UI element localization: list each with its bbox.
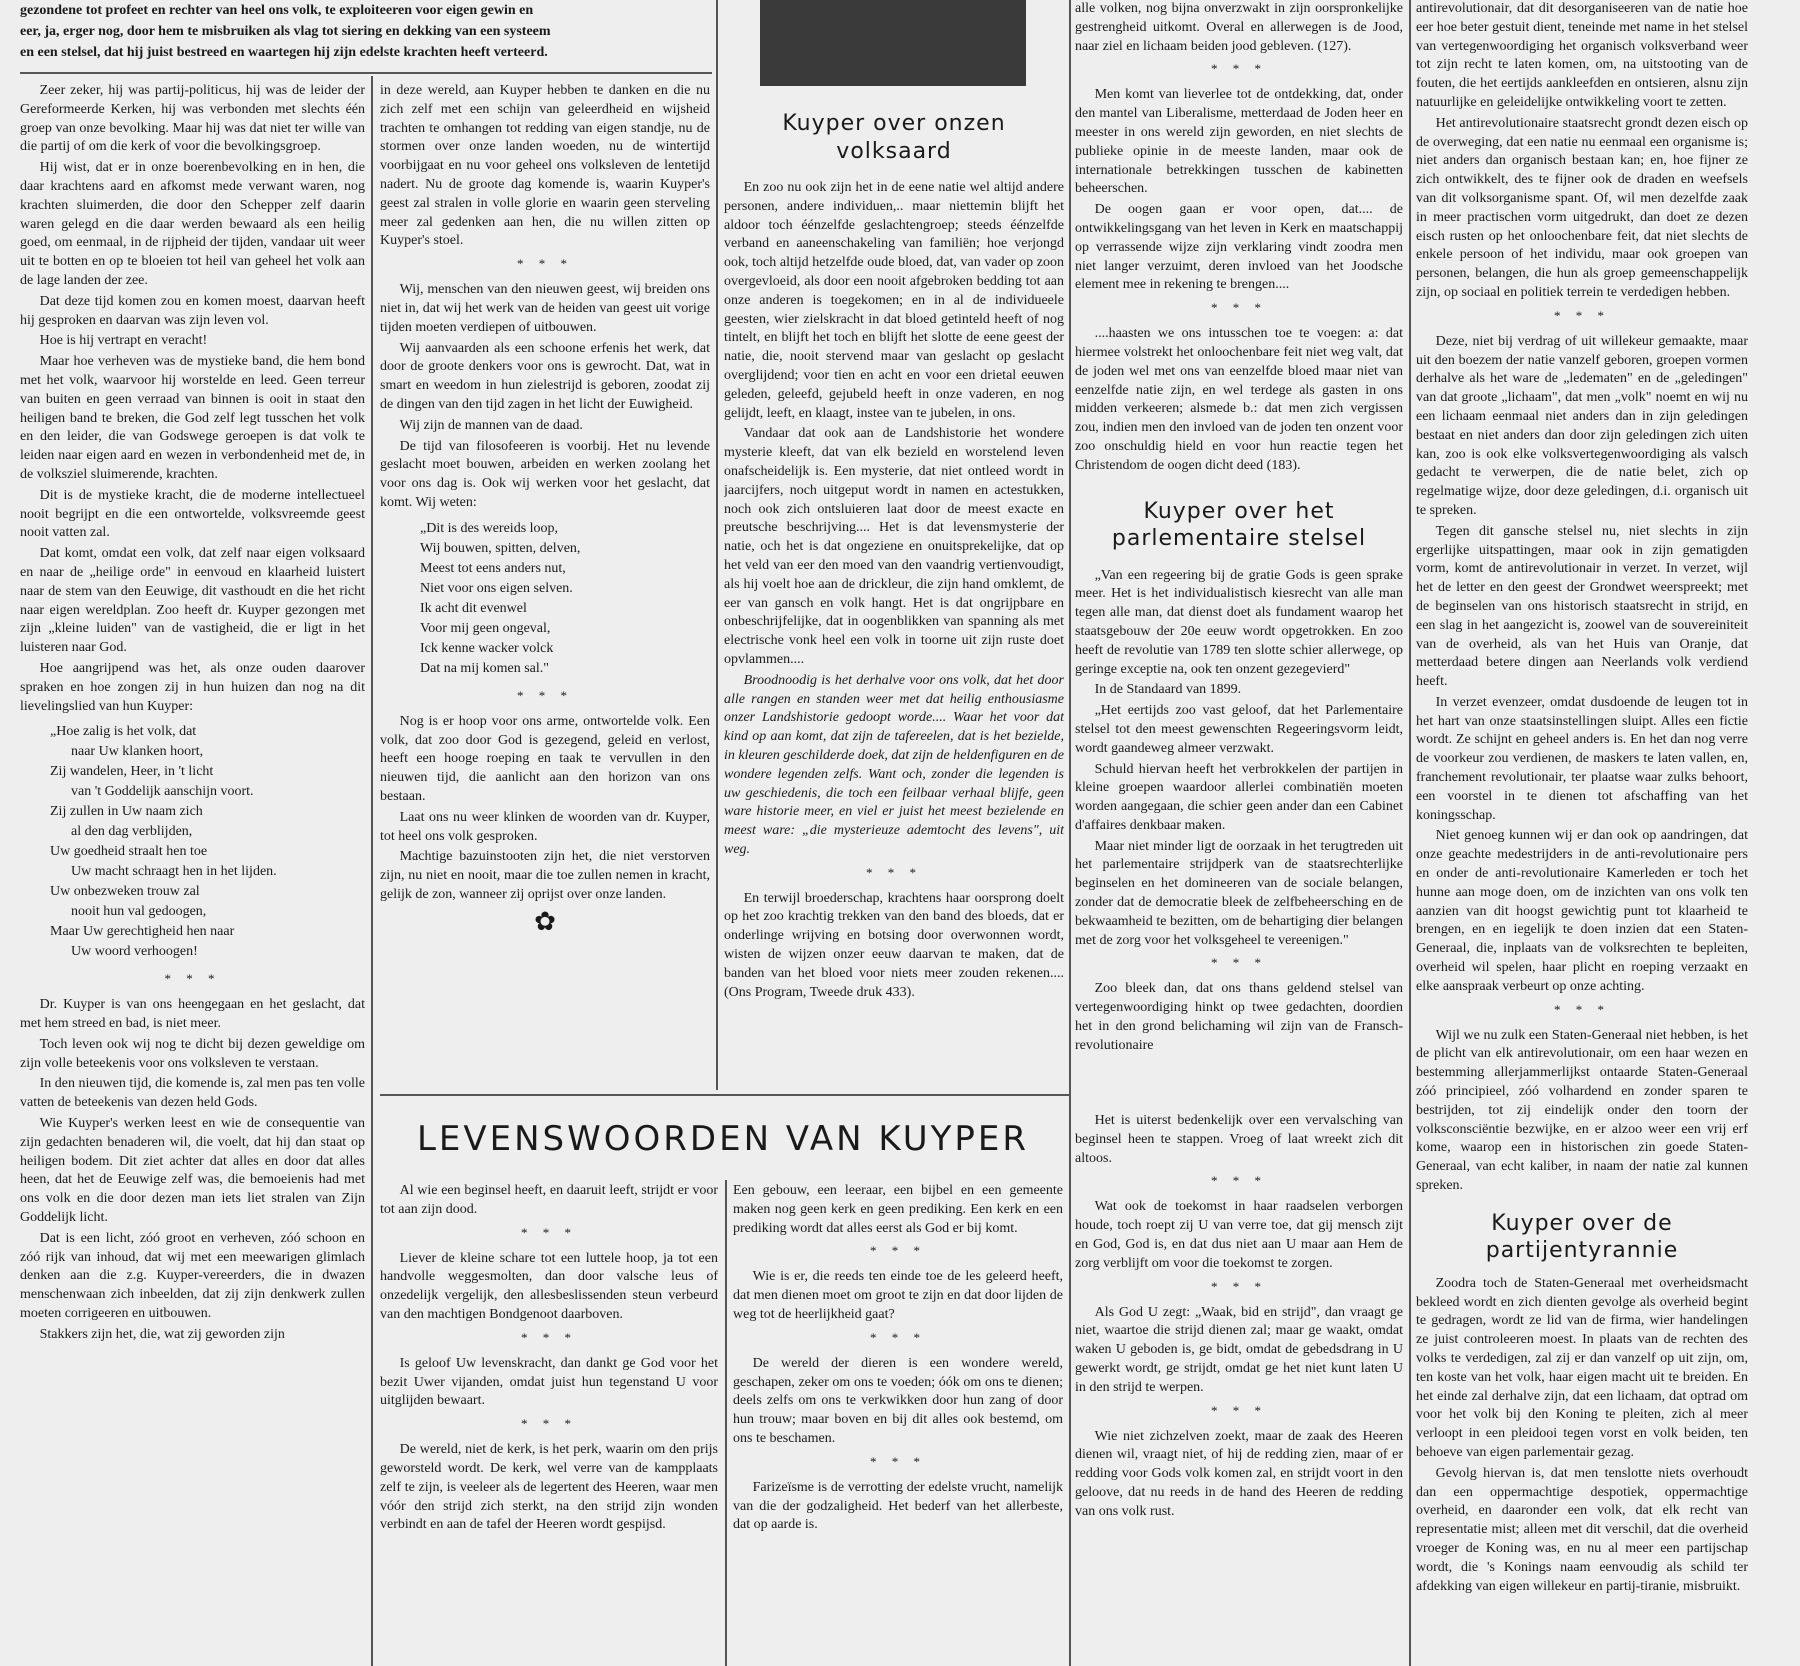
paragraph: Wijl we nu zulk een Staten-Generaal niet hebben, is het de plicht van elk antirevolutionair, om een haar wezen en bestemming allerjammerlijkst ontaarde Staten-Generaal zóó principieel, zóó volhardend en zonder sparen te bestrijden, tot zij eindelijk onder den toorn der volksconsciëntie bezwijke, en er alzoo weer een vrij erf kome, waarop een in historischen zin goede Staten-Generaal, van echt kaliber, in naam der natie zal kunnen spreken. — [1416, 1027, 1748, 1194]
poem-line: Wij bouwen, spitten, delven, — [420, 540, 581, 556]
quote: Farizeïsme is de verrotting der edelste vrucht, namelijk van die der godzaligheid. Het bederf van het allerbeste, dat op aarde is. — [733, 1479, 1063, 1533]
paragraph: Dat is een licht, zóó groot en verheven, zóó schoon en zóó rijk van inhoud, dat wij met een meewarigen glimlach denken aan die z.g. Kuyper-vereerders, die in dwazen menschenwaan zich inbeelden, dat zij zijn denkwerk zullen moeten corrigeeren en uitbouwen. — [20, 1230, 365, 1322]
poem-line: Niet voor ons eigen selven. — [420, 580, 573, 596]
column-rule — [371, 76, 373, 1666]
poem-line: Uw woord verhoogen! — [50, 944, 198, 960]
section-ornament: * * * — [870, 1453, 926, 1469]
paragraph: Dat komt, omdat een volk, dat zelf naar eigen volksaard en naar de „heilige orde" in eenvoud en klaarheid luistert naar de stem van den Eeuwige, dit vasthoudt en die het richt naar eigen wereldplan. Zoo heeft dr. Kuyper gezongen met zijn „kleine luiden" van de vastigheid, die er ligt in het luisteren naar God. — [20, 546, 365, 656]
paragraph: Zoodra toch de Staten-Generaal met overheidsmacht bekleed wordt en zich dienten gevolge als overheid begint te gedragen, wordt ze lid van de firma, wier handelingen ze juist controleeren moest. In plaats van de rechten des volks te verdedigen, zal zij er dan vanzelf op uit zijn, om, ten koste van het volk, haar eigen macht uit te breiden. En het einde zal derhalve zijn, dat een lichaam, dat optrad om voor het volk bij den Koning te pleiten, zich al meer verloopt in een pleidooi tegen vorst en volk beiden, ten behoeve van eigen parlementair gezag. — [1416, 1275, 1748, 1460]
section-ornament: * * * — [521, 1329, 577, 1345]
paragraph: Dat deze tijd komen zou en komen moest, daarvan heeft hij gesproken en daarvan was zijn leven vol. — [20, 293, 365, 328]
paragraph: Stakkers zijn het, die, wat zij geworden zijn — [39, 1326, 285, 1342]
paragraph: Hij wist, dat er in onze boerenbevolking en in hen, die daar krachtens aard en afkomst mede verwant waren, nog krachten sluimerden, die door den Schepper zelf daarin waren gelegd en die daar werden bewaard als een heilig goed, om eenmaal, in de rijpheid der tijden, vandaar uit weer uit te botten en op te bloeien tot heil van geheel het volk aan de lage landen der zee. — [20, 160, 365, 288]
paragraph: Niet genoeg kunnen wij er dan ook op aandringen, dat onze geachte medestrijders in de anti-revolutionaire pers en onder de anti-revolutionaire Kamerleden er toch het hunne aan moge doen, om de inzichten van ons volk ten aanzien van dit hoogst gewichtig punt tot klaarheid te brengen, en en iegelijk te doen inzien dat een Staten-Generaal, die, inplaats van de volksrechten te bepleiten, overheid wil spelen, haar plicht en roeping verzaakt en elke aanspraak verbeurt op onze achting. — [1416, 828, 1748, 994]
section-ornament: * * * — [521, 1224, 577, 1240]
banner — [380, 1110, 1066, 1174]
section-ornament: * * * — [521, 1416, 577, 1432]
poem-line: Ick kenne wacker volck — [420, 640, 554, 656]
top-strip-line: eer, ja, erger nog, door hem te misbruiken als vlag tot siering en dekking van een systeem — [20, 23, 551, 39]
quote: Als God U zegt: „Waak, bid en strijd", dan vraagt ge niet, waartoe die strijd dienen zal; maar ge waakt, omdat waken U geboden is, ge bidt, omdat de gebedsdrang in U gewerkt wordt, ge strijdt, omdat ge het niet kunt laten U in den strijd te werpen. — [1075, 1304, 1403, 1395]
paragraph: Wij aanvaarden als een schoone erfenis het werk, dat door de groote denkers voor ons is gewrocht. Dat, wat in smart en weedom in hun zielestrijd is geboren, zoodat zij de dingen van den tijd zagen in het licht der Euwigheid. — [380, 340, 710, 412]
section-ornament: * * * — [870, 1329, 926, 1345]
column-3 — [724, 100, 1064, 1078]
paragraph: in deze wereld, aan Kuyper hebben te danken en die nu zich zelf met een schijn van geleerdheid en wijsheid trachten te omhangen tot redding van eigen standje, nu de stormen over onze landen woeden, nu de wintertijd voorbijgaat en nu voor geheel ons volksleven de lentetijd nadert. Nu de groote dag komende is, waarin Kuyper's geest zal stralen in volle glorie en waarin geen sterveling meer zal gedenken aan hen, die nu willen zitten op Kuyper's stoel. — [380, 83, 710, 249]
paragraph: Schuld hiervan heeft het verbrokkelen der partijen in kleine groepen waardoor allerlei combinatiën moeten worden aangegaan, die schier geen ander dan een Cabinet d'affaires denkbaar maken. — [1075, 761, 1403, 833]
column-rule — [725, 1180, 727, 1666]
top-strip-line: gezondene tot profeet en rechter van heel ons volk, te exploiteeren voor eigen gewin en — [20, 3, 534, 18]
section-ornament: * * * — [1554, 307, 1610, 323]
poem-line: naar Uw klanken hoort, — [50, 744, 204, 760]
paragraph: En terwijl broederschap, krachtens haar oorsprong doelt op het zoo krachtig trekken van den band des bloeds, dat er onderlinge wrijving en botsing door overwonnen wordt, wisten de wijzen onzer eeuw daarvan te maken, dat de banden van het bloed voor niets meer zouden rekenen.... (Ons Program, Tweede druk 433). — [724, 890, 1064, 1000]
section-ornament: * * * — [870, 1243, 926, 1259]
paragraph: Maar niet minder ligt de oorzaak in het terugtreden uit het parlementaire strijdperk van de staatsrechterlijke beginselen en het domineeren van de sociale belangen, zonder dat de democratie bleek de zelfbeheersching en de bekwaamheid te bezitten, om de behartiging dier belangen met de zorg voor het volksgeheel te vereenigen." — [1075, 838, 1403, 948]
top-strip — [20, 2, 700, 68]
paragraph: Men komt van lieverlee tot de ontdekking, dat, onder den mantel van Liberalisme, metterdaad de Joden heer en meester in ons wereld zijn geworden, en niet slechts de publieke opinie in de meeste landen, maar ook de internationale betrekkingen tusschen de kabinetten beheerschen. — [1075, 87, 1403, 197]
poem-line: al den dag verblijden, — [50, 824, 193, 840]
article-title: Kuyper over de partijentyrannie — [1485, 1210, 1679, 1264]
section-ornament: * * * — [1211, 61, 1267, 77]
section-ornament: * * * — [1211, 300, 1267, 316]
portrait-photo — [760, 0, 1026, 86]
section-ornament: * * * — [1211, 1402, 1267, 1418]
paragraph: ....haasten we ons intusschen toe te voegen: a: dat hiermee volstrekt het onloochenbare feit niet weg valt, dat de joden wel met ons van eenzelfde bloed maar niet van eenzelfde natie zijn, en wel terdege als gasten in ons midden verkeeren; alsmede b.: dat men zich vergissen zou, indien men den invloed van de joden ten onzent voor zoo onschuldig hield en voor hun reactie tegen het Christendom de oogen dicht deed (183). — [1075, 326, 1403, 473]
quote: Wie niet zichzelven zoekt, maar de zaak des Heeren dienen wil, vraagt niet, of hij de redding zien, maar of er redding voor Gods volk komen zal, en strijdt voort in den geloove, dat nu reeds in de hand des Heeren de redding van ons volk rust. — [1075, 1428, 1403, 1519]
column-5 — [1416, 0, 1748, 1666]
poem-line: Ik acht dit evenwel — [420, 600, 527, 616]
paragraph: antirevolutionair, dat dit desorganiseeren van de natie hoe eer hoe beter gestuit dient, teneinde met name in het stelsel van vertegenwoordiging het organisch volksverband weer tot zijn recht te laten komen, om, na uitstooting van de fouten, die het eertijds aankleefden en ontsieren, alsnu zijn natuurlijke en geleidelijke ontwikkeling voort te zetten. — [1416, 1, 1748, 110]
section-ornament: * * * — [164, 971, 221, 987]
poem-line: Uw goedheid straalt hen toe — [50, 844, 208, 860]
section-ornament: * * * — [1554, 1001, 1610, 1017]
column-rule — [716, 0, 718, 1090]
quote: Al wie een beginsel heeft, en daaruit leeft, strijdt er voor tot aan zijn dood. — [380, 1183, 718, 1217]
poem-line: Maar Uw gerechtigheid hen naar — [50, 924, 235, 940]
quote: Wat ook de toekomst in haar raadselen verborgen houde, toch roept zij U van verre toe, dat gij mensch zijt en God, God is, en dat dus niet aan U maar aan Hem de zorg verblijft om voor die toekomst te zorgen. — [1075, 1199, 1403, 1271]
article-title: Kuyper over het parlementaire stelsel — [1111, 498, 1367, 552]
paragraph: Laat ons nu weer klinken de woorden van dr. Kuyper, tot heel ons volk gesproken. — [380, 809, 710, 844]
paragraph: Machtige bazuinstooten zijn het, die niet verstorven zijn, nu niet en nooit, maar die toe zullen nemen in kracht, gelijk de zon, wanneer zij oprijst over onze landen. — [380, 849, 710, 902]
column-2 — [380, 82, 710, 1082]
poem — [50, 722, 365, 962]
section-ornament: * * * — [866, 864, 922, 880]
paragraph: Broodnoodig is het derhalve voor ons volk, dat het door alle rangen en standen weer met dat heilig enthousiasme onzer Landshistorie gedoopt worde.... Waar het voor dat kind op aan komt, dat zijn de tafereelen, dat is het bezielde, in kleuren geschilderde doek, dat zijn de heldenfiguren en de wondere legenden zelfs. Want och, zonder die legenden is uw geschiedenis, die toch een feilbaar verhaal blijfe, geen ware historie meer, en viel er juist het meest bezielende en meest ware: „die mysterieuze ademtocht des levens", uit weg. — [724, 672, 1064, 857]
poem-line: van 't Goddelijk aanschijn voort. — [50, 784, 254, 800]
poem-line: Uw macht schraagt hen in het lijden. — [50, 864, 277, 880]
section-ornament: * * * — [517, 687, 573, 703]
quote: Het is uiterst bedenkelijk over een vervalsching van beginsel heen te stappen. Vroeg of laat wreekt zich dit altoos. — [1075, 1113, 1403, 1166]
quote: Is geloof Uw levenskracht, dan dankt ge God voor het bezit Uwer vijanden, omdat juist hun tegenstand U voor uitglijden bewaart. — [380, 1355, 718, 1409]
quote: Wie is er, die reeds ten einde toe de les geleerd heeft, dat men dienen moet om groot te zijn en dat door lijden de weg tot de heerlijkheid gaat? — [733, 1269, 1063, 1322]
poem — [420, 519, 710, 679]
paragraph: „Het eertijds zoo vast geloof, dat het Parlementaire stelsel tot den meest gewenschten Regeeringsvorm leidt, wordt gaandeweg almeer verzwakt. — [1075, 703, 1403, 756]
paragraph: Tegen dit gansche stelsel nu, niet slechts in zijn ergerlijke uitspattingen, maar ook in zijn gematigden vorm, komt de antirevolutionair in verzet. In verzet, wijl het de letter en den geest der Grondwet weerspreekt; met de beginselen van ons historisch staatsrecht in strijd, en een slag in het aangezicht is, zoowel van de souvereiniteit van de overheid, als van het Huis van Oranje, dat metterdaad betere dingen aan Neerlands volk verdiend heeft. — [1416, 523, 1748, 690]
poem-line: nooit hun val gedoogen, — [50, 904, 207, 920]
section-ornament: * * * — [1211, 955, 1267, 971]
poem-line: Uw onbezweken trouw zal — [50, 884, 200, 900]
paragraph: Toch leven ook wij nog te dicht bij dezen geweldige om zijn volle beteekenis voor ons volksleven te verstaan. — [20, 1036, 365, 1071]
quote: De wereld der dieren is een wondere wereld, geschapen, zeker om ons te voeden; óók om ons te dienen; deels zelfs om ons te verkwikken door hun zang of door hun trouw; maar boven en bij dit alles ook bestemd, om ons te beschamen. — [733, 1355, 1063, 1446]
banner-title: LEVENSWOORDEN VAN KUYPER — [416, 1119, 1030, 1159]
quote: Een gebouw, een leeraar, een bijbel en een gemeente maken nog geen kerk en geen prediking. Een kerk en een prediking wordt dat alles eerst als God er bij komt. — [733, 1183, 1063, 1236]
paragraph: Hoe aangrijpend was het, als onze ouden daarover spraken en hoe zongen zij in hun huizen dan nog na dit lievelingslied van hun Kuyper: — [20, 660, 365, 714]
poem-line: Dat na mij komen sal." — [420, 660, 549, 676]
levenswoorden-column-1 — [380, 1182, 718, 1666]
top-strip-line: en een stelsel, dat hij juist bestreed en waartegen hij zijn edelste krachten heeft verteerd. — [20, 44, 548, 60]
paragraph: In den nieuwen tijd, die komende is, zal men pas ten volle vatten de beteekenis van dezen held Gods. — [20, 1076, 365, 1111]
quote: Liever de kleine schare tot een luttele hoop, ja tot een handvolle weggesmolten, dan door valsche leus of onzedelijk vergelijk, den allesbeslissenden steun verbeurd van den machtigen Bondgenoot daarboven. — [380, 1250, 718, 1322]
paragraph: Dr. Kuyper is van ons heengegaan en het geslacht, dat met hem streed en bad, is niet meer. — [20, 997, 365, 1032]
paragraph: Wie Kuyper's werken leest en wie de consequentie van zijn gedachten benaderen wil, die voelt, dat hij dan staat op heiligen bodem. Dit ziet achter dat alles en door dat alles heen, dat het de Eeuwige zelf was, die bemoeienis had met ons volk en die door dezen man iets liet stralen van Zijn Goddelijk licht. — [20, 1116, 365, 1226]
emblem-icon: ✿ — [534, 906, 556, 936]
paragraph: Nog is er hoop voor ons arme, ontwortelde volk. Een volk, dat zoo door God is gezegend, geleid en verlost, heeft een hooge roeping en taak te vervullen in den nieuwen tijd, die aanlicht aan den horizon van ons bestaan. — [380, 713, 710, 804]
column-rule — [1069, 0, 1071, 1666]
poem-line: Zij wandelen, Heer, in 't licht — [50, 764, 214, 780]
paragraph: Wij, menschen van den nieuwen geest, wij breiden ons niet in, dat wij het werk van de heiden van geest uit vorige tijden moeten verdiepen of uitbouwen. — [380, 282, 710, 335]
paragraph: Hoe is hij vertrapt en veracht! — [39, 333, 208, 349]
paragraph: Zoo bleek dan, dat ons thans geldend stelsel van vertegenwoordiging hinkt op twee gedachten, doordien het in den grond belichaming wil zijn van de Fransch-revolutionaire — [1075, 981, 1403, 1053]
paragraph: Dit is de mystieke kracht, die de moderne intellectueel nooit begrijpt en die een ontwortelde, volksvreemde geest nooit vatten zal. — [20, 487, 365, 541]
paragraph: In de Standaard van 1899. — [1094, 682, 1242, 698]
section-ornament: * * * — [1211, 1173, 1267, 1189]
poem-line: Zij zullen in Uw naam zich — [50, 804, 203, 820]
levenswoorden-column-2 — [733, 1182, 1063, 1666]
column-1 — [20, 82, 365, 1666]
section-ornament: * * * — [517, 256, 573, 272]
banner-rule — [380, 1094, 1070, 1096]
paragraph: De tijd van filosofeeren is voorbij. Het nu levende geslacht moet bouwen, arbeiden en werken zoolang het voor ons dag is. Ook wij werken voor het geslacht, dat komt. Wij weten: — [380, 438, 710, 510]
paragraph: Gevolg hiervan is, dat men tenslotte niets overhoudt dan een oppermachtige despotiek, oppermachtige overheid, en daaronder een volk, dat elk recht van representatie mist; alleen met dit verschil, dat die overheid vroeger de Koning was, en nu al meer een partijschap wordt, die 's Konings naam eenvoudig als schild ter afdekking van eigen willekeur en partij-tiranie, misbruikt. — [1416, 1465, 1748, 1594]
paragraph: En zoo nu ook zijn het in de eene natie wel altijd andere personen, andere individuen,.. maar niettemin blijft het aldoor toch éénzelfde geslachtengroep; steeds éénzelfde verband en aaneenschakeling van familiën; hoe verjongd ook, toch altijd hetzelfde oude bloed, dat, van vader op zoon overgevloeid, als door een nooit afgebroken bedding tot aan onze anderen is toegekomen; en in al de individueele geesten, wier zielskracht in dat bloed getinteld heeft of nog tintelt, en blijft het toch en blijft het slotte de eene geest der natie, die, nooit stervend maar van geslacht op geslacht overglijdend; voor tien en acht en voor een drietal eeuwen geleden, geleefd, gejubeld heeft in onze vaderen, en nog gelijdt, leeft, en klaagt, instee van te jubelen, in ons. — [724, 180, 1064, 421]
paragraph: In verzet evenzeer, omdat dusdoende de leugen tot in het hart van onze staatsinstellingen sluipt. Alles een fictie wordt. Ze schijnt en geheel anders is. En het dan nog verre de voorkeur zou verdienen, de maskers te laten vallen, en, franchement revolutionair, ter plaatse waar zulks behoort, een voorstel in te dienen tot afschaffing van het koningsschap. — [1416, 694, 1748, 823]
paragraph: Deze, niet bij verdrag of uit willekeur gemaakte, maar uit den boezem der natie vanzelf geboren, groepen vormen derhalve als het ware de „ledematen" en de „geledingen" van dat groote „lichaam", dat men „volk" noemt en wij nu een lichaam eenmaal niet anders dan in zijn geledingen bestaat en niet anders dan door zijn geledingen zich uiten kan, zoo is ook elke volksvertegenwoordiging als valsch gedacht te verwerpen, die de natie belet, zich op regelmatige wijze, door deze geledingen, d.i. organisch uit te spreken. — [1416, 333, 1748, 518]
article-title: Kuyper over onzen volksaard — [782, 111, 1006, 164]
column-4 — [1075, 0, 1403, 1078]
paragraph: Wij zijn de mannen van de daad. — [399, 417, 583, 433]
poem-line: Voor mij geen ongeval, — [420, 620, 551, 636]
column-rule — [1409, 0, 1411, 1666]
poem-line: „Dit is des wereids loop, — [420, 520, 559, 536]
top-strip-rule — [20, 72, 712, 74]
paragraph: alle volken, nog bijna onverzwakt in zijn oorspronkelijke gestrengheid uitkomt. Overal en allerwegen is de Jood, naar ziel en lichaam beiden jood gebleven. (127). — [1075, 1, 1403, 54]
paragraph: Zeer zeker, hij was partij-politicus, hij was de leider der Gereformeerde Kerken, hij was verbonden met slechts één groep van onze bevolking. Maar hij was dat niet ter wille van die partij of om die kerk of voor die bevolkingsgroep. — [20, 83, 365, 155]
paragraph: Vandaar dat ook aan de Landshistorie het wondere mysterie kleeft, dat van elk bezield en worstelend leven onafscheidelijk is. Een mysterie, dat niet ontleed wordt in jaarcijfers, noch uitgeput wordt in namen en actestukken, noch ook zich ontsluieren laat door de meest exacte en preutsche beschrijving.... Het is dat levensmysterie der natie, och het is dat ongeziene en onuitsprekelijke, dat op het veld van eer den moed van den vaandrig vertienvoudigt, als hij voelt hoe aan de drickleur, die zijn hand omklemt, de eer van gansch en volk hangt. Het is dat ongrijpbare en onbeschrijfelijke, dat in oogenblikken van spanning als met electrische vonk heel een volk in toorne uit zijn ruste doet opvlammen.... — [724, 426, 1064, 667]
poem-line: „Hoe zalig is het volk, dat — [50, 724, 197, 740]
paragraph: Het antirevolutionaire staatsrecht grondt dezen eisch op de overweging, dat een natie nu eenmaal een organisme is; niet anders dan organisch bestaan kan; en, hoe fijner ze zich ontwikkelt, des te fijner ook de draden en weefsels van dit volksorganisme spant. Of, wil men dezelfde zaak in meer practischen vorm uitgedrukt, dan doet ze dezen eisch rusten op het onloochenbare feit, dat niet slechts de enkele persoon of het individu, maar ook groepen van personen, belangen, die hun als groep gemeenschappelijk zijn, op sociaal en politiek terrein te verdedigen hebben. — [1416, 115, 1748, 300]
quote: De wereld, niet de kerk, is het perk, waarin om den prijs geworsteld wordt. De kerk, wel verre van de kampplaats zelf te zijn, is veeleer als de legertent des Heeren, waar men vóór den strijd zich sterkt, na den strijd zijn wonden verbindt en aan de tafel der Heeren wordt gespijsd. — [380, 1442, 718, 1533]
paragraph: De oogen gaan er voor open, dat.... de ontwikkelingsgang van het leven in Kerk en maatschappij op verrassende wijze zijn verklaring vindt zoodra men niet langer verzuimt, deren invloed van het Joodsche element mee in rekening te brengen.... — [1075, 202, 1403, 293]
paragraph: Maar hoe verheven was de mystieke band, die hem bond met het volk, waarvoor hij worstelde en leed. Geen terreur van buiten en geen verraad van binnen is ooit in staat den heiligen band te breken, die God zelf legt tusschen het volk en den leider, die van Godswege geroepen is dat volk te leiden naar eigen aard en wezen in verbondenheid met de, in de volksziel sluimerende, krachten. — [20, 354, 365, 482]
section-ornament: * * * — [1211, 1278, 1267, 1294]
poem-line: Meest tot eens anders nut, — [420, 560, 566, 576]
paragraph: „Van een regeering bij de gratie Gods is geen sprake meer. Het is het individualistisch kiesrecht van alle man tegen alle man, dat dienst doet als fundament waarop het staatsgebouw der 20e eeuw wordt opgetrokken. En zoo heeft de revolutie van 1789 ten slotte schier allerwege, op geringe exceptie na, ook ten onzent gezegevierd" — [1075, 567, 1403, 677]
levenswoorden-column-3 — [1075, 1112, 1403, 1666]
